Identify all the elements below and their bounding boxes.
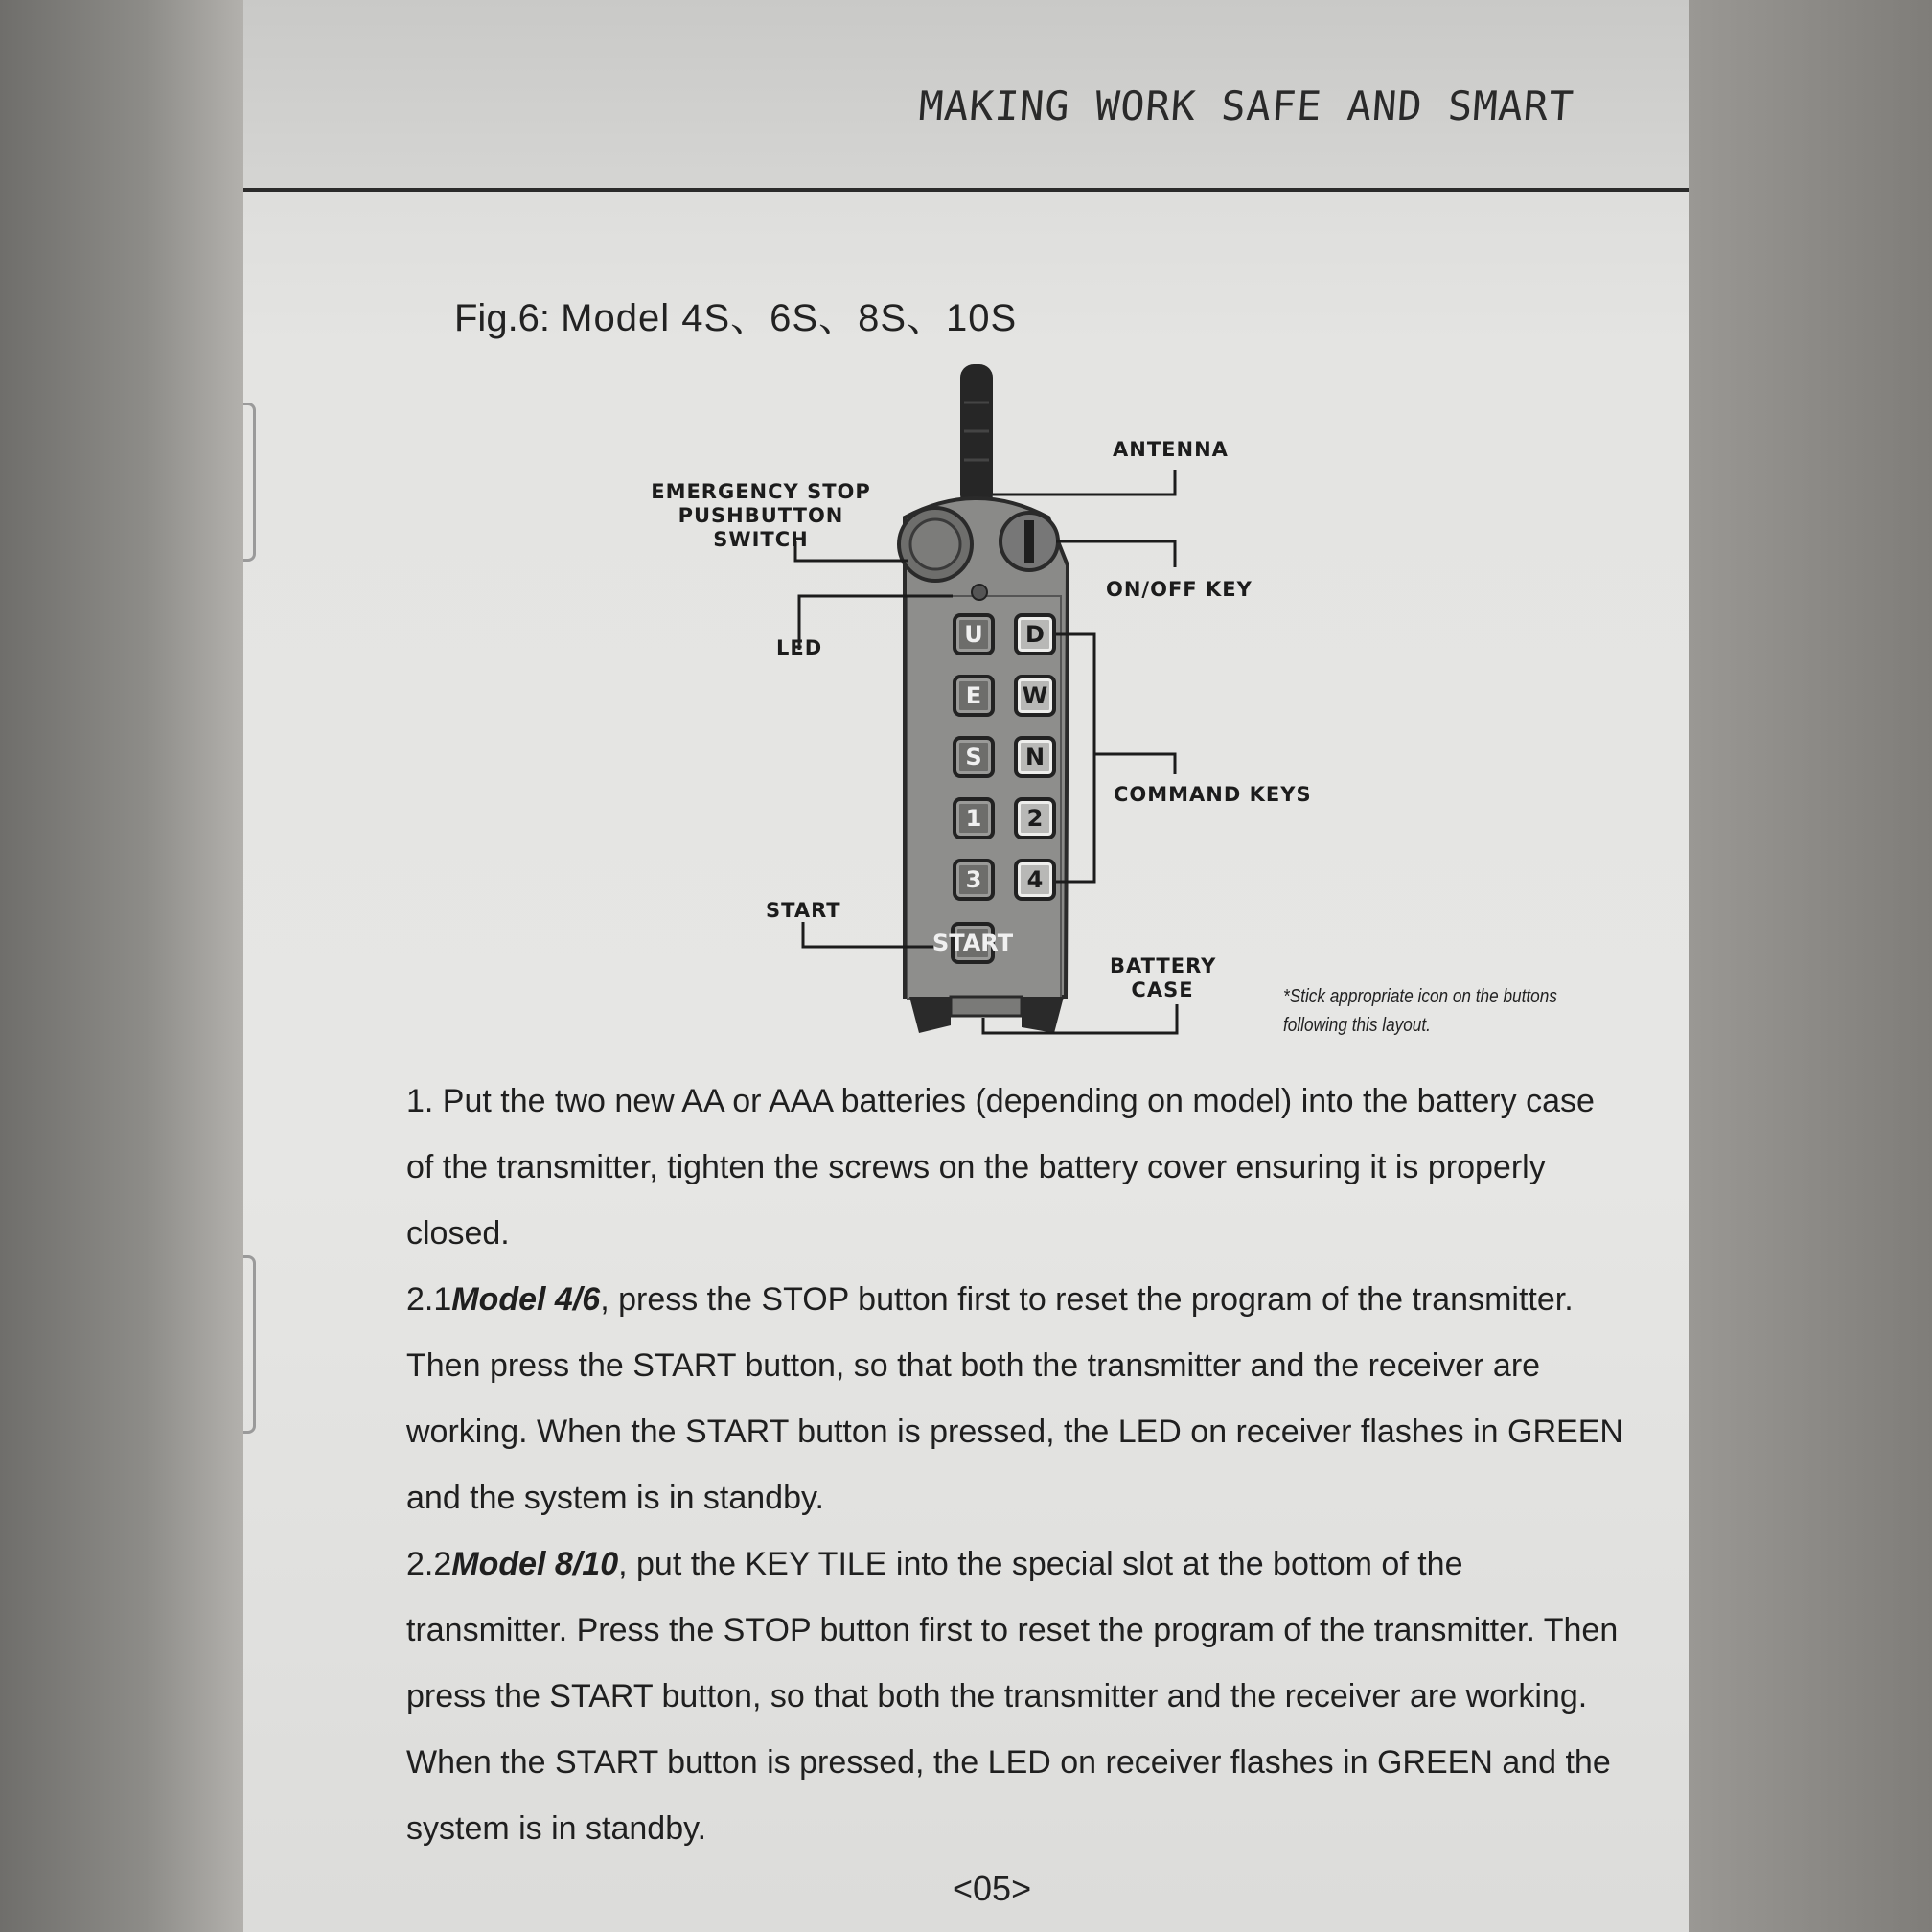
instruction-2-2-number: 2.2 — [406, 1546, 452, 1582]
label-battery-case — [1110, 954, 1215, 1002]
key-n-button[interactable]: N — [1014, 736, 1056, 778]
page-header — [243, 0, 1689, 192]
key-s-button[interactable]: S — [953, 736, 995, 778]
instruction-2-1 — [406, 1267, 1623, 1531]
key-e-button[interactable]: E — [953, 675, 995, 717]
key-w-button[interactable]: W — [1014, 675, 1056, 717]
foot-left-icon — [909, 997, 951, 1033]
label-battery: BATTERY — [1110, 954, 1217, 978]
label-emergency-stop — [646, 480, 876, 552]
instruction-2-1-number: 2.1 — [406, 1281, 452, 1318]
sticker-note-line1: *Stick appropriate icon on the buttons — [1283, 986, 1557, 1007]
transmitter-diagram — [243, 345, 1689, 1073]
page-number: <05> — [953, 1869, 1032, 1908]
sticker-note-line2: following this layout. — [1283, 1015, 1431, 1036]
key-3-button[interactable]: 3 — [953, 859, 995, 901]
instruction-2-2-model: Model 8/10 — [451, 1546, 619, 1582]
label-emergency-stop-line2: PUSHBUTTON SWITCH — [678, 504, 844, 551]
instruction-2-1-model: Model 4/6 — [451, 1281, 601, 1318]
key-1-button[interactable]: 1 — [953, 797, 995, 840]
manual-page — [243, 0, 1689, 1932]
key-2-button[interactable]: 2 — [1014, 797, 1056, 840]
background-right — [1689, 0, 1932, 1932]
figure-title — [454, 288, 1017, 342]
key-4-button[interactable]: 4 — [1014, 859, 1056, 901]
command-keys-leader — [1094, 754, 1175, 774]
header-rule — [243, 188, 1689, 192]
figure-title-prefix: Fig.6: — [454, 297, 551, 339]
label-led: LED — [776, 636, 823, 659]
instruction-2-2 — [406, 1531, 1623, 1862]
instructions — [406, 1069, 1623, 1862]
led-icon — [972, 585, 987, 600]
key-d-button[interactable]: D — [1014, 613, 1056, 656]
background-left — [0, 0, 243, 1932]
header-tagline: MAKING WORK SAFE AND SMART — [916, 82, 1576, 129]
figure-title-model: Model 4S、6S、8S、10S — [561, 297, 1018, 339]
staple-bottom — [243, 1255, 256, 1434]
key-u-button[interactable]: U — [953, 613, 995, 656]
instruction-2-1-text: , press the STOP button first to reset the program of the transmitter. Then press the START button, so that both the transmitter and the receiver are working. When the START button is pressed, the LED on receiver flashes in GREEN and the system is in standby. — [406, 1281, 1623, 1516]
label-on-off-key: ON/OFF KEY — [1106, 578, 1253, 601]
start-button[interactable]: START — [951, 922, 995, 964]
label-case: CASE — [1131, 978, 1194, 1001]
label-command-keys: COMMAND KEYS — [1114, 783, 1312, 806]
label-start: START — [766, 899, 841, 922]
instruction-1: 1. Put the two new AA or AAA batteries (depending on model) into the battery case of the transmitter, tighten the screws on the battery cover ensuring it is properly closed. — [406, 1083, 1595, 1252]
label-emergency-stop-line1: EMERGENCY STOP — [651, 480, 871, 503]
instruction-2-2-text: , put the KEY TILE into the special slot at the bottom of the transmitter. Press the STOP button first to reset the program of the transmitter. Then press the START button, so that both the transmitter and the receiver are working. When the START button is pressed, the LED on receiver flashes in GREEN and the system is in standby. — [406, 1546, 1619, 1847]
antenna-leader — [993, 470, 1175, 494]
antenna-icon — [960, 364, 993, 508]
onoff-leader — [1056, 541, 1175, 567]
label-antenna: ANTENNA — [1113, 438, 1229, 461]
sticker-note — [1283, 982, 1557, 1040]
foot-right-icon — [1022, 997, 1064, 1033]
